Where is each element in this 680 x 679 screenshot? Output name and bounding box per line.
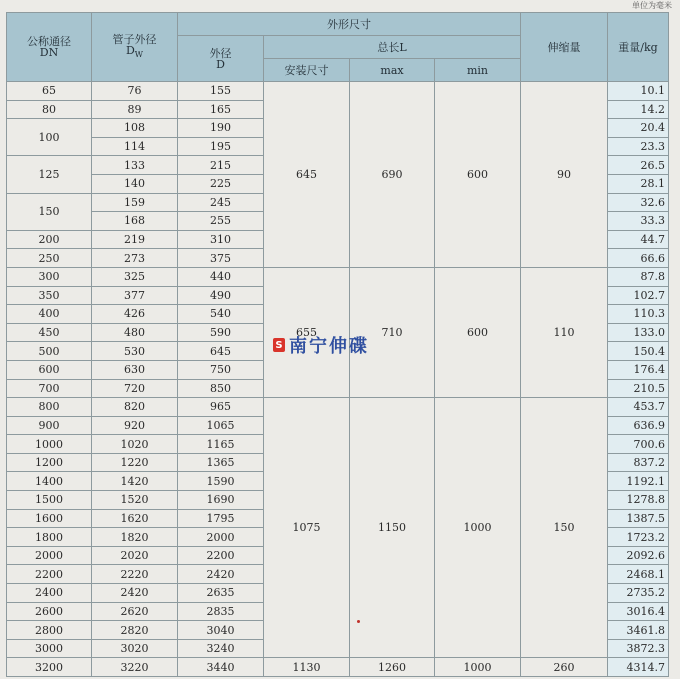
- cell-weight: 150.4: [608, 342, 669, 361]
- cell-dw: 630: [92, 360, 178, 379]
- cell-weight: 23.3: [608, 137, 669, 156]
- cell-dn: 600: [7, 360, 92, 379]
- header-weight: 重量/kg: [608, 13, 669, 82]
- cell-dw: 1820: [92, 528, 178, 547]
- cell-dw: 133: [92, 156, 178, 175]
- cell-d: 190: [178, 119, 264, 138]
- cell-weight: 700.6: [608, 435, 669, 454]
- cell-dn: 1200: [7, 453, 92, 472]
- header-dn-label: 公称通径: [27, 35, 71, 48]
- cell-dw: 89: [92, 100, 178, 119]
- cell-d: 2000: [178, 528, 264, 547]
- cell-dw: 2820: [92, 621, 178, 640]
- cell-d: 375: [178, 249, 264, 268]
- cell-weight: 3016.4: [608, 602, 669, 621]
- cell-d: 1165: [178, 435, 264, 454]
- cell-dn: 200: [7, 230, 92, 249]
- cell-weight: 2092.6: [608, 546, 669, 565]
- cell-weight: 210.5: [608, 379, 669, 398]
- cell-group-min: 600: [435, 267, 521, 397]
- cell-group-install: 1075: [264, 398, 350, 658]
- cell-dn: 80: [7, 100, 92, 119]
- cell-dn: 2800: [7, 621, 92, 640]
- cell-group-max: 1260: [350, 658, 435, 677]
- cell-dn: 1800: [7, 528, 92, 547]
- cell-group-max: 690: [350, 82, 435, 268]
- cell-group-min: 600: [435, 82, 521, 268]
- cell-dw: 1020: [92, 435, 178, 454]
- cell-d: 245: [178, 193, 264, 212]
- brand-logo-icon: S: [273, 338, 285, 352]
- cell-dw: 820: [92, 398, 178, 417]
- cell-d: 2420: [178, 565, 264, 584]
- cell-group-min: 1000: [435, 658, 521, 677]
- watermark-text: 南宁伸碟: [289, 336, 369, 357]
- cell-weight: 1278.8: [608, 491, 669, 510]
- header-dw-label: 管子外径: [112, 33, 157, 47]
- cell-weight: 14.2: [608, 100, 669, 119]
- header-min: min: [435, 59, 521, 82]
- cell-dw: 1520: [92, 491, 178, 510]
- cell-dn: 3000: [7, 639, 92, 658]
- header-od-label: 外径: [209, 46, 232, 60]
- cell-dn: 1500: [7, 491, 92, 510]
- cell-weight: 1723.2: [608, 528, 669, 547]
- cell-dn: 125: [7, 156, 92, 193]
- cell-weight: 837.2: [608, 453, 669, 472]
- header-dw-main: D: [125, 44, 135, 58]
- cell-weight: 1192.1: [608, 472, 669, 491]
- cell-group-max: 1150: [350, 398, 435, 658]
- cell-dw: 3020: [92, 639, 178, 658]
- cell-d: 540: [178, 305, 264, 324]
- cell-dn: 450: [7, 323, 92, 342]
- cell-d: 155: [178, 82, 264, 101]
- cell-d: 3440: [178, 658, 264, 677]
- cell-dn: 300: [7, 267, 92, 286]
- cell-weight: 2468.1: [608, 565, 669, 584]
- cell-d: 310: [178, 230, 264, 249]
- red-mark: [357, 620, 360, 623]
- cell-dn: 800: [7, 398, 92, 417]
- cell-d: 165: [178, 100, 264, 119]
- cell-d: 1365: [178, 453, 264, 472]
- cell-dw: 76: [92, 82, 178, 101]
- cell-dn: 2400: [7, 584, 92, 603]
- cell-group-min: 1000: [435, 398, 521, 658]
- cell-dn: 1600: [7, 509, 92, 528]
- cell-weight: 1387.5: [608, 509, 669, 528]
- cell-dw: 480: [92, 323, 178, 342]
- cell-weight: 44.7: [608, 230, 669, 249]
- cell-dw: 1220: [92, 453, 178, 472]
- cell-dw: 3220: [92, 658, 178, 677]
- cell-dn: 100: [7, 119, 92, 156]
- cell-dn: 2200: [7, 565, 92, 584]
- cell-dn: 1000: [7, 435, 92, 454]
- cell-weight: 20.4: [608, 119, 669, 138]
- cell-d: 2835: [178, 602, 264, 621]
- cell-weight: 28.1: [608, 174, 669, 193]
- header-od-sub: D: [216, 57, 225, 71]
- cell-dw: 273: [92, 249, 178, 268]
- cell-weight: 26.5: [608, 156, 669, 175]
- cell-weight: 3872.3: [608, 639, 669, 658]
- cell-dw: 168: [92, 212, 178, 231]
- table-row: [7, 658, 669, 677]
- cell-group-exp: 150: [521, 398, 608, 658]
- header-dw: [92, 13, 178, 82]
- cell-weight: 110.3: [608, 305, 669, 324]
- cell-d: 3040: [178, 621, 264, 640]
- cell-dw: 108: [92, 119, 178, 138]
- cell-d: 1590: [178, 472, 264, 491]
- cell-dn: 500: [7, 342, 92, 361]
- cell-d: 490: [178, 286, 264, 305]
- cell-dw: 377: [92, 286, 178, 305]
- header-max: max: [350, 59, 435, 82]
- table-body: [7, 82, 669, 677]
- cell-dn: 2600: [7, 602, 92, 621]
- cell-weight: 133.0: [608, 323, 669, 342]
- cell-group-install: 655: [264, 267, 350, 397]
- cell-d: 750: [178, 360, 264, 379]
- cell-dw: 114: [92, 137, 178, 156]
- header-total-len: 总长L: [264, 36, 521, 59]
- cell-dw: 219: [92, 230, 178, 249]
- table-row: [7, 398, 669, 417]
- cell-dw: 530: [92, 342, 178, 361]
- cell-weight: 10.1: [608, 82, 669, 101]
- cell-d: 1690: [178, 491, 264, 510]
- cell-dn: 400: [7, 305, 92, 324]
- header-install: 安装尺寸: [264, 59, 350, 82]
- cell-d: 440: [178, 267, 264, 286]
- cell-dw: 1420: [92, 472, 178, 491]
- cell-dn: 150: [7, 193, 92, 230]
- cell-dw: 426: [92, 305, 178, 324]
- cell-d: 195: [178, 137, 264, 156]
- cell-d: 2635: [178, 584, 264, 603]
- cell-dw: 2620: [92, 602, 178, 621]
- cell-d: 590: [178, 323, 264, 342]
- cell-group-exp: 110: [521, 267, 608, 397]
- header-dn: [7, 13, 92, 82]
- cell-d: 255: [178, 212, 264, 231]
- cell-group-install: 1130: [264, 658, 350, 677]
- cell-dw: 325: [92, 267, 178, 286]
- cell-d: 215: [178, 156, 264, 175]
- cell-d: 1795: [178, 509, 264, 528]
- cell-weight: 453.7: [608, 398, 669, 417]
- table-row: [7, 82, 669, 101]
- table-row: [7, 267, 669, 286]
- unit-note: 单位为毫米: [632, 1, 672, 10]
- cell-weight: 2735.2: [608, 584, 669, 603]
- cell-weight: 176.4: [608, 360, 669, 379]
- cell-weight: 87.8: [608, 267, 669, 286]
- header-expansion: 伸缩量: [521, 13, 608, 82]
- cell-dn: 1400: [7, 472, 92, 491]
- cell-group-exp: 90: [521, 82, 608, 268]
- cell-d: 850: [178, 379, 264, 398]
- cell-weight: 66.6: [608, 249, 669, 268]
- cell-group-max: 710: [350, 267, 435, 397]
- header-dims: 外形尺寸: [178, 13, 521, 36]
- cell-dn: 65: [7, 82, 92, 101]
- watermark: [273, 332, 369, 358]
- cell-group-exp: 260: [521, 658, 608, 677]
- cell-group-install: 645: [264, 82, 350, 268]
- cell-dn: 350: [7, 286, 92, 305]
- cell-dw: 159: [92, 193, 178, 212]
- cell-weight: 636.9: [608, 416, 669, 435]
- header-dn-sub: DN: [39, 46, 59, 59]
- cell-d: 1065: [178, 416, 264, 435]
- cell-d: 3240: [178, 639, 264, 658]
- cell-d: 225: [178, 174, 264, 193]
- cell-dw: 140: [92, 174, 178, 193]
- cell-dw: 720: [92, 379, 178, 398]
- cell-dw: 920: [92, 416, 178, 435]
- cell-dw: 1620: [92, 509, 178, 528]
- header-od: [178, 36, 264, 82]
- cell-weight: 32.6: [608, 193, 669, 212]
- cell-weight: 4314.7: [608, 658, 669, 677]
- cell-dn: 700: [7, 379, 92, 398]
- cell-dw: 2020: [92, 546, 178, 565]
- header-dw-sub: W: [134, 50, 144, 60]
- cell-weight: 3461.8: [608, 621, 669, 640]
- cell-d: 2200: [178, 546, 264, 565]
- cell-dn: 900: [7, 416, 92, 435]
- cell-d: 645: [178, 342, 264, 361]
- cell-dn: 2000: [7, 546, 92, 565]
- cell-d: 965: [178, 398, 264, 417]
- cell-weight: 33.3: [608, 212, 669, 231]
- cell-dw: 2220: [92, 565, 178, 584]
- cell-dn: 250: [7, 249, 92, 268]
- cell-weight: 102.7: [608, 286, 669, 305]
- cell-dn: 3200: [7, 658, 92, 677]
- cell-dw: 2420: [92, 584, 178, 603]
